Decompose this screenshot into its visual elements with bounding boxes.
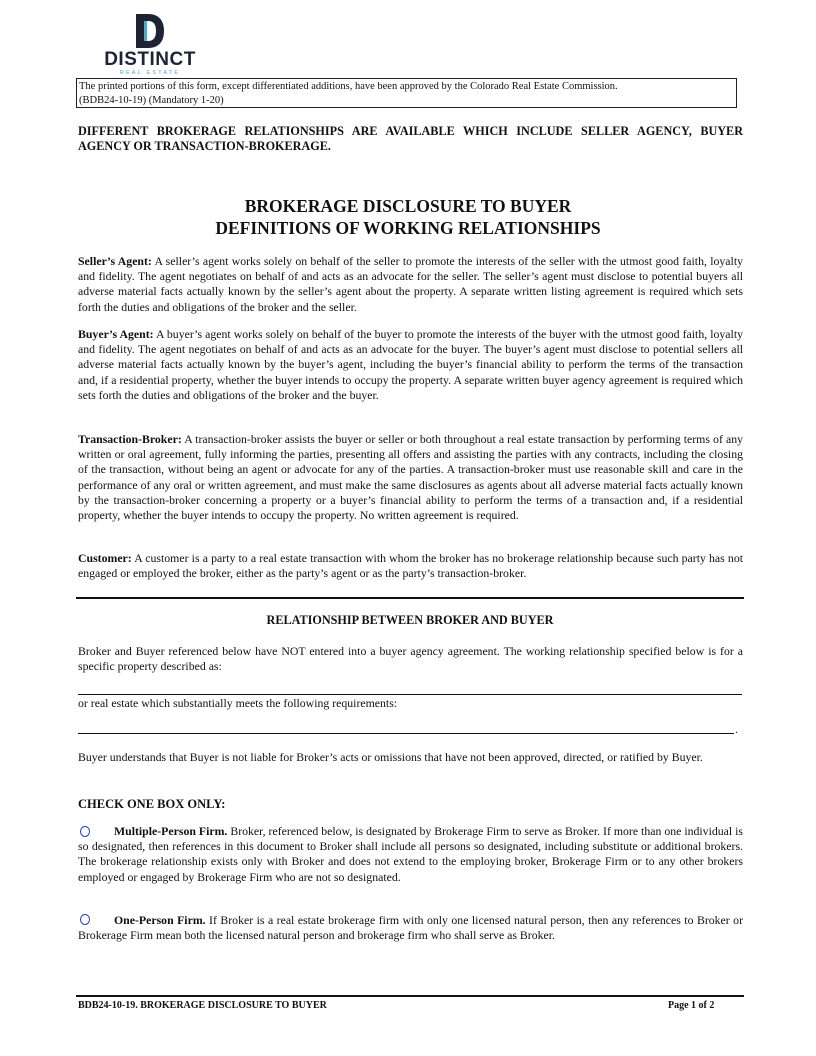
- definition-buyer-agent: [78, 327, 743, 403]
- notice-line-1: The printed portions of this form, except differentiated additions, have been approved by the Colorado Real Estate Commission.: [79, 81, 618, 92]
- multiple-person-firm-text: Broker, referenced below, is designated by Brokerage Firm to serve as Broker. If more than one individual is so designated, then references in this document to Broker shall include all persons so designated, including substitute or additional brokers. The brokerage relationship exists only with Broker and does not extend to the employing broker, Brokerage Firm or to any other brokers employed or engaged by Brokerage Firm who are not so designated.: [78, 824, 743, 884]
- one-person-firm-text: If Broker is a real estate brokerage firm with only one licensed natural person, then any references to Broker or Brokerage Firm mean both the licensed natural person and brokerage firm who shall serve as Broker.: [78, 913, 743, 943]
- definition-seller-agent: [78, 254, 743, 315]
- logo-subtitle: REAL ESTATE: [119, 70, 181, 76]
- footer-page-number: Page 1 of 2: [668, 1000, 715, 1011]
- check-one-heading: CHECK ONE BOX ONLY:: [78, 797, 226, 811]
- document-subtitle: DEFINITIONS OF WORKING RELATIONSHIPS: [215, 218, 601, 238]
- text-customer: A customer is a party to a real estate transaction with whom the broker has no brokerage relationship because such party has not engaged or employed the broker, either as the party’s agent or as the party’s transaction-broker.: [78, 551, 743, 581]
- logo-wordmark: DISTINCT: [104, 49, 196, 70]
- definition-customer: [78, 551, 743, 581]
- document-title: BROKERAGE DISCLOSURE TO BUYER: [244, 196, 572, 216]
- term-seller-agent: Seller’s Agent:: [78, 254, 152, 268]
- footer-form-id: BDB24-10-19. BROKERAGE DISCLOSURE TO BUYER: [78, 1000, 327, 1011]
- term-buyer-agent: Buyer’s Agent:: [78, 327, 154, 341]
- liability-statement: Buyer understands that Buyer is not liable for Broker’s acts or omissions that have not been approved, directed, or ratified by Buyer.: [78, 750, 703, 764]
- text-transaction-broker: A transaction-broker assists the buyer or seller or both throughout a real estate transaction by performing terms of any written or oral agreement, fully informing the parties, presenting all offers and assisting the parties with any contracts, including the closing of the transaction, without being an agent or advocate for any of the parties. A transaction-broker must use reasonable skill and care in the performance of any oral or written agreement, and must make the same disclosures as agents about all adverse material facts actually known by the transaction-broker concerning a property or a buyer’s financial ability to perform the terms of a transaction and, if a residential property, whether the buyer intends to occupy the property. No written agreement is required.: [78, 432, 743, 523]
- section-divider: [76, 597, 744, 599]
- requirements-line-period: .: [735, 722, 738, 736]
- definition-transaction-broker: [78, 432, 743, 523]
- term-transaction-broker: Transaction-Broker:: [78, 432, 182, 446]
- availability-statement: DIFFERENT BROKERAGE RELATIONSHIPS ARE AVAILABLE WHICH INCLUDE SELLER AGENCY, BUYER AGENCY OR TRANSACTION-BROKERAGE.: [78, 124, 743, 153]
- notice-line-2: (BDB24-10-19) (Mandatory 1-20): [79, 95, 224, 106]
- one-person-firm-term: One-Person Firm.: [114, 913, 206, 927]
- relationship-intro: Broker and Buyer referenced below have NOT entered into a buyer agency agreement. The working relationship specified below is for a specific property described as:: [78, 644, 743, 674]
- requirements-line[interactable]: [78, 733, 734, 734]
- text-buyer-agent: A buyer’s agent works solely on behalf of the buyer to promote the interests of the buyer with the utmost good faith, loyalty and fidelity. The agent negotiates on behalf of and acts as an advocate for the buyer. The buyer’s agent must disclose to potential sellers all adverse material facts actually known by the buyer’s agent, including the buyer’s financial ability to perform the terms of the transaction and, if a residential property, whether the buyer intends to occupy the property. A separate written buyer agency agreement is required which sets forth the duties and obligations of the broker and the buyer.: [78, 327, 743, 402]
- one-person-firm-option: [78, 913, 743, 943]
- logo-d-mark-icon: [134, 12, 166, 50]
- relationship-heading: RELATIONSHIP BETWEEN BROKER AND BUYER: [266, 613, 554, 627]
- multiple-person-firm-option: [78, 824, 743, 885]
- term-customer: Customer:: [78, 551, 132, 565]
- or-real-estate-label: or real estate which substantially meets the following requirements:: [78, 696, 398, 710]
- property-description-line[interactable]: [78, 694, 742, 695]
- multiple-person-firm-term: Multiple-Person Firm.: [114, 824, 228, 838]
- commission-notice-box: [76, 78, 737, 108]
- company-logo: [104, 10, 196, 76]
- text-seller-agent: A seller’s agent works solely on behalf of the seller to promote the interests of the seller with the utmost good faith, loyalty and fidelity. The agent negotiates on behalf of and acts as an advocate for the seller. The seller’s agent must disclose to potential buyers all adverse material facts actually known by the seller’s agent about the property. A separate written listing agreement is required which sets forth the duties and obligations of the broker and the seller.: [78, 254, 743, 314]
- footer-divider: [76, 995, 744, 997]
